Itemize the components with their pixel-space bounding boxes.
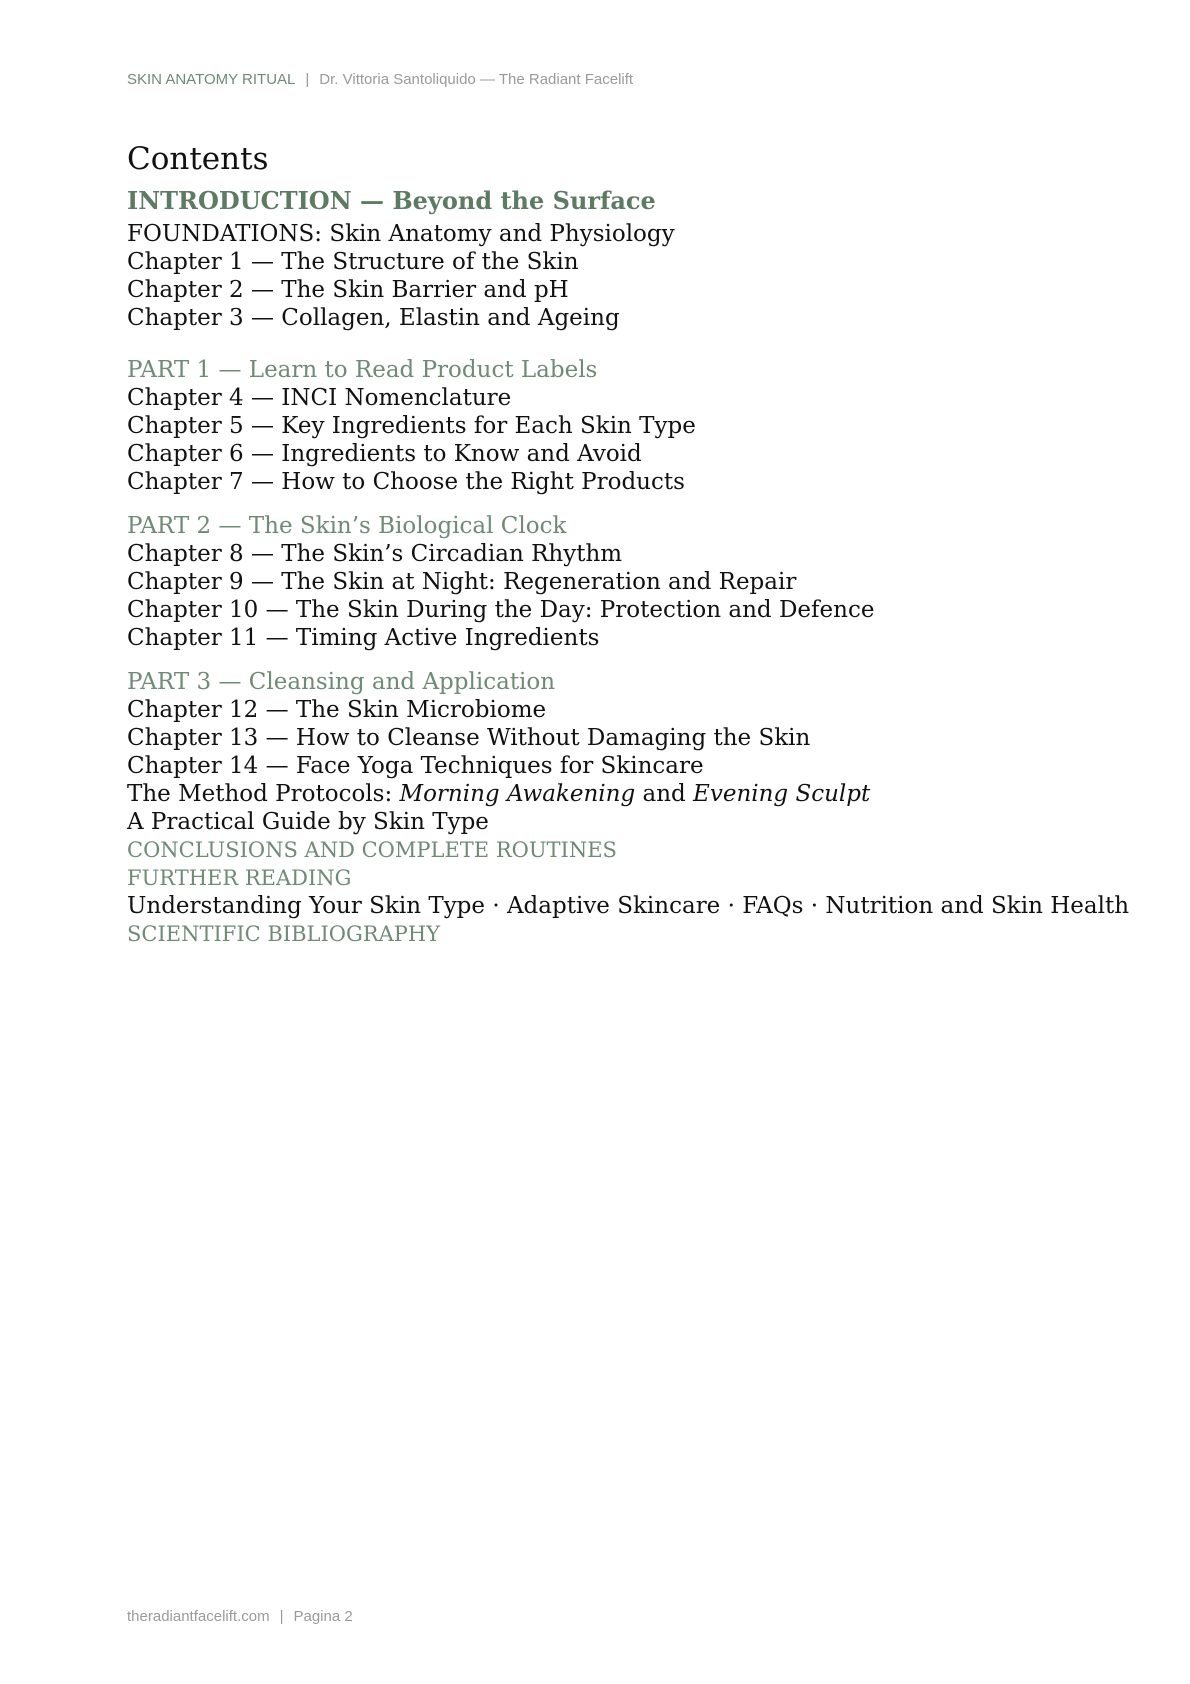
running-header [127, 71, 633, 88]
toc-chapter-9: Chapter 9 — The Skin at Night: Regeneration and Repair [127, 569, 797, 595]
toc-chapter-10: Chapter 10 — The Skin During the Day: Protection and Defence [127, 597, 875, 623]
protocol-evening-sculpt: Evening Sculpt [693, 781, 871, 807]
header-brand: SKIN ANATOMY RITUAL [127, 71, 296, 88]
toc-chapter-14: Chapter 14 — Face Yoga Techniques for Skincare [127, 753, 704, 779]
toc-chapter-4: Chapter 4 — INCI Nomenclature [127, 385, 512, 411]
toc-part-2-heading: PART 2 — The Skin’s Biological Clock [127, 513, 567, 539]
toc-chapter-6: Chapter 6 — Ingredients to Know and Avoid [127, 441, 642, 467]
protocol-morning-awakening: Morning Awakening [399, 781, 636, 807]
toc-chapter-1: Chapter 1 — The Structure of the Skin [127, 249, 579, 275]
toc-conclusions: CONCLUSIONS AND COMPLETE ROUTINES [127, 838, 617, 862]
toc-method-protocols [127, 780, 1107, 808]
header-separator: | [305, 71, 310, 88]
toc-chapter-13: Chapter 13 — How to Cleanse Without Damaging the Skin [127, 725, 811, 751]
toc-chapter-3: Chapter 3 — Collagen, Elastin and Ageing [127, 305, 620, 331]
table-of-contents [127, 140, 1130, 948]
toc-part-3-heading: PART 3 — Cleansing and Application [127, 669, 556, 695]
toc-foundations-heading: FOUNDATIONS: Skin Anatomy and Physiology [127, 221, 675, 247]
toc-chapter-11: Chapter 11 — Timing Active Ingredients [127, 625, 600, 651]
toc-practical-guide: A Practical Guide by Skin Type [127, 809, 489, 835]
toc-introduction: INTRODUCTION — Beyond the Surface [127, 186, 656, 215]
toc-bibliography: SCIENTIFIC BIBLIOGRAPHY [127, 922, 441, 946]
header-author-title: Dr. Vittoria Santoliquido — The Radiant Facelift [319, 71, 634, 88]
toc-chapter-5: Chapter 5 — Key Ingredients for Each Skin Type [127, 413, 696, 439]
toc-title: Contents [127, 141, 269, 177]
protocols-and: and [635, 781, 694, 807]
footer-website: theradiantfacelift.com [127, 1608, 270, 1625]
toc-chapter-8: Chapter 8 — The Skin’s Circadian Rhythm [127, 541, 623, 567]
toc-chapter-7: Chapter 7 — How to Choose the Right Products [127, 469, 685, 495]
page-footer [127, 1608, 353, 1625]
toc-chapter-12: Chapter 12 — The Skin Microbiome [127, 697, 547, 723]
toc-further-reading-items: Understanding Your Skin Type · Adaptive Skincare · FAQs · Nutrition and Skin Health [127, 893, 1130, 919]
toc-further-reading-heading: FURTHER READING [127, 866, 352, 890]
toc-chapter-2: Chapter 2 — The Skin Barrier and pH [127, 277, 569, 303]
protocols-prefix: The Method Protocols: [127, 781, 400, 807]
toc-part-1-heading: PART 1 — Learn to Read Product Labels [127, 357, 598, 383]
footer-page-number: Pagina 2 [293, 1608, 353, 1625]
footer-separator: | [279, 1608, 284, 1625]
